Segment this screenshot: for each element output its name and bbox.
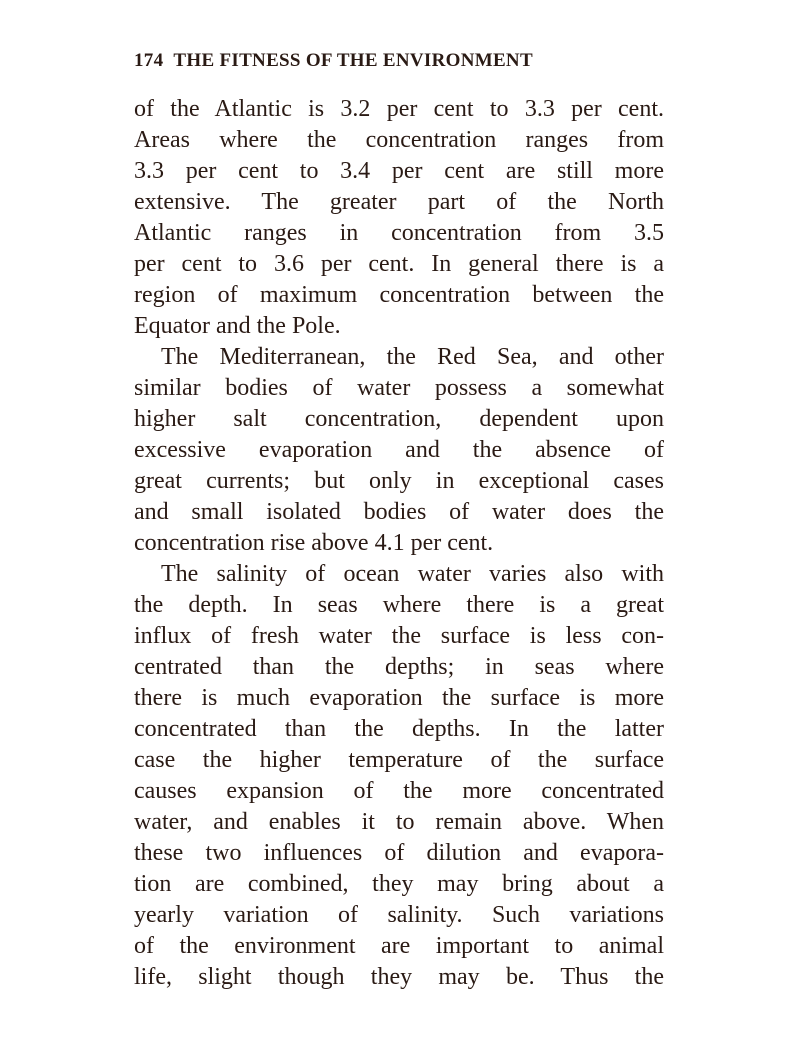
text-line: Equator and the Pole. bbox=[134, 313, 341, 339]
text-line: per cent to 3.6 per cent. In general there is a bbox=[134, 251, 664, 277]
text-line: excessive evaporation and the absence of bbox=[134, 437, 664, 463]
text-line: Areas where the concentration ranges from bbox=[134, 127, 664, 153]
text-line: concentrated than the depths. In the latter bbox=[134, 716, 664, 742]
text-line: the depth. In seas where there is a great bbox=[134, 592, 664, 618]
body-text bbox=[134, 94, 664, 993]
text-line: concentration rise above 4.1 per cent. bbox=[134, 530, 494, 556]
text-line: of the Atlantic is 3.2 per cent to 3.3 per cent. bbox=[134, 96, 664, 122]
text-line: The salinity of ocean water varies also with bbox=[161, 561, 664, 587]
text-line: 3.3 per cent to 3.4 per cent are still more bbox=[134, 158, 664, 184]
text-line: similar bodies of water possess a somewhat bbox=[134, 375, 664, 401]
text-line: water, and enables it to remain above. When bbox=[134, 809, 664, 835]
text-line: there is much evaporation the surface is more bbox=[134, 685, 664, 711]
paragraph-atlantic-concentration bbox=[134, 94, 664, 342]
text-line: influx of fresh water the surface is less con- bbox=[134, 623, 664, 649]
text-line: of the environment are important to animal bbox=[134, 933, 664, 959]
text-line: tion are combined, they may bring about a bbox=[134, 871, 664, 897]
text-line: and small isolated bodies of water does the bbox=[134, 499, 664, 525]
text-line: higher salt concentration, dependent upon bbox=[134, 406, 664, 432]
page-number: 174 bbox=[134, 50, 164, 71]
text-line: life, slight though they may be. Thus the bbox=[134, 964, 664, 990]
text-line: yearly variation of salinity. Such variations bbox=[134, 902, 664, 928]
running-title: THE FITNESS OF THE ENVIRONMENT bbox=[173, 50, 533, 71]
text-line: these two influences of dilution and evapora- bbox=[134, 840, 664, 866]
paragraph-salinity-depth bbox=[134, 559, 664, 993]
paragraph-mediterranean bbox=[134, 342, 664, 559]
text-line: extensive. The greater part of the North bbox=[134, 189, 664, 215]
text-line: region of maximum concentration between the bbox=[134, 282, 664, 308]
text-line: The Mediterranean, the Red Sea, and other bbox=[161, 344, 664, 370]
running-header bbox=[134, 50, 664, 76]
text-line: case the higher temperature of the surface bbox=[134, 747, 664, 773]
text-line: causes expansion of the more concentrated bbox=[134, 778, 664, 804]
text-line: Atlantic ranges in concentration from 3.5 bbox=[134, 220, 664, 246]
text-line: great currents; but only in exceptional cases bbox=[134, 468, 664, 494]
text-line: centrated than the depths; in seas where bbox=[134, 654, 664, 680]
